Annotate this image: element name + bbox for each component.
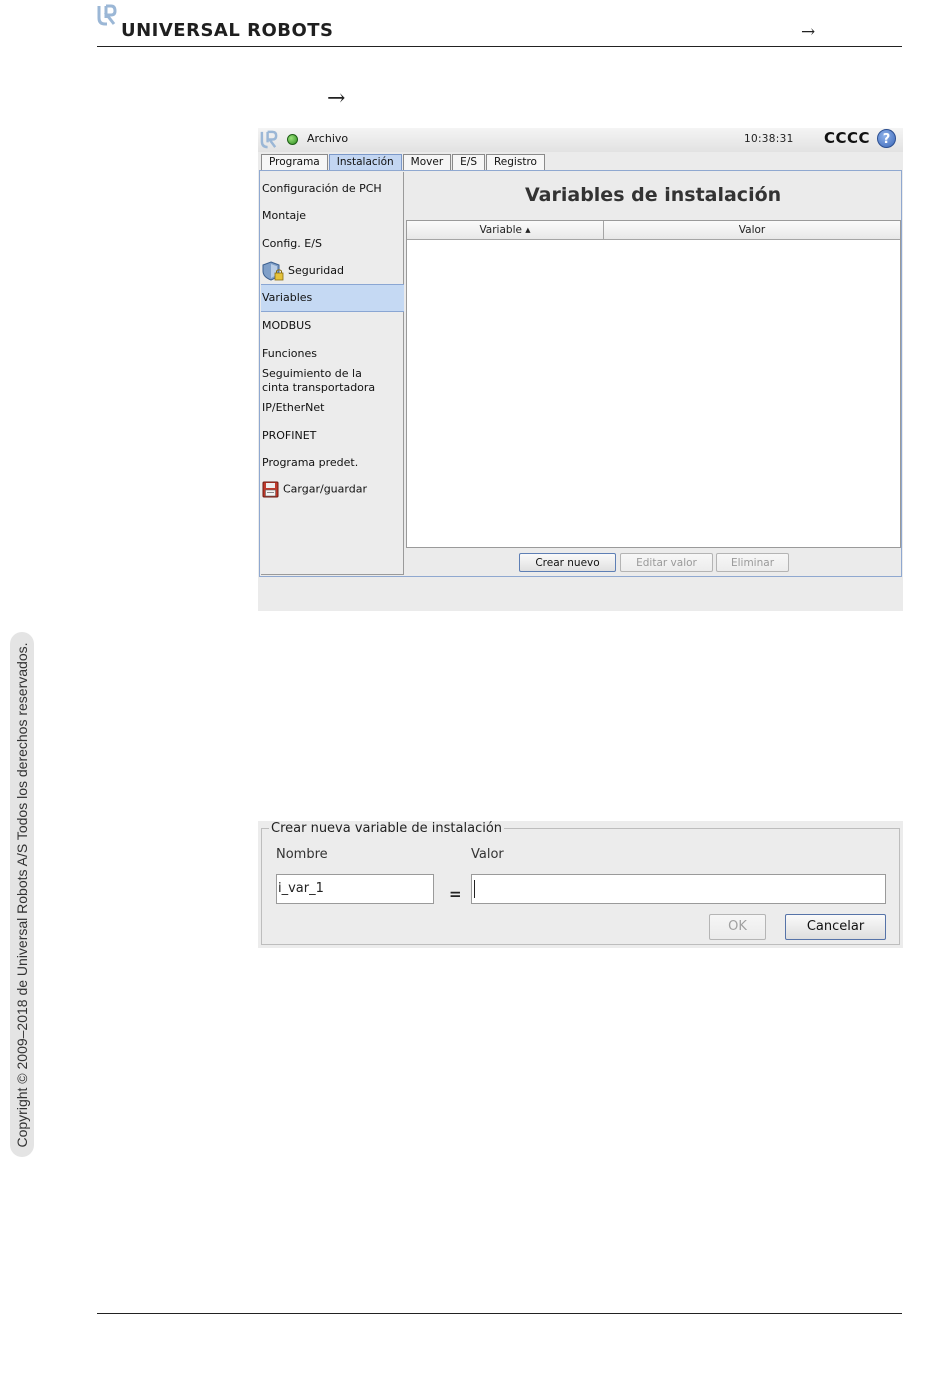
tab-instalacion[interactable]: Instalación — [329, 154, 402, 170]
sidebar-item-profinet[interactable]: PROFINET — [262, 429, 317, 442]
installation-sidebar — [261, 172, 404, 575]
sidebar-item-modbus[interactable]: MODBUS — [262, 319, 312, 332]
sidebar-item-label: Seguridad — [288, 264, 344, 277]
robot-name: CCCC — [824, 129, 871, 147]
tab-registro[interactable]: Registro — [486, 154, 545, 170]
universal-robots-logo-icon — [97, 4, 117, 26]
help-icon[interactable]: ? — [877, 129, 896, 148]
installation-frame — [259, 170, 902, 577]
polyscope-window — [258, 128, 903, 611]
create-variable-dialog — [258, 821, 903, 948]
cancel-button[interactable]: Cancelar — [785, 914, 886, 940]
tab-es[interactable]: E/S — [452, 154, 485, 170]
sidebar-item-montaje[interactable]: Montaje — [262, 209, 307, 222]
column-header-valor[interactable]: Valor — [738, 224, 766, 236]
tab-mover[interactable]: Mover — [403, 154, 451, 170]
sidebar-item-variables[interactable]: Variables — [261, 284, 404, 312]
ok-button[interactable]: OK — [709, 914, 766, 940]
brand-name: UNIVERSAL ROBOTS — [121, 20, 334, 41]
sidebar-item-default-program[interactable]: Programa predet. — [262, 456, 359, 469]
title-bar — [258, 128, 903, 152]
robot-status-icon — [287, 134, 298, 145]
value-label: Valor — [471, 847, 504, 862]
create-new-button[interactable]: Crear nuevo — [519, 553, 616, 572]
name-label: Nombre — [276, 847, 328, 862]
column-header-variable[interactable]: Variable ▴ — [479, 224, 531, 236]
copyright-tab — [10, 632, 34, 1157]
footer-strip — [258, 578, 903, 611]
sidebar-item-config-es[interactable]: Config. E/S — [262, 237, 322, 250]
main-tabs — [261, 154, 546, 171]
ur-logo-icon[interactable] — [260, 130, 279, 149]
edit-value-button[interactable]: Editar valor — [620, 553, 713, 572]
header-rule — [97, 46, 902, 47]
table-header — [407, 221, 900, 240]
dialog-title: Crear nueva variable de instalación — [271, 821, 503, 836]
variables-table — [406, 220, 901, 548]
text-caret — [474, 880, 475, 898]
clock: 10:38:31 — [744, 133, 794, 145]
sidebar-item-pch[interactable]: Configuración de PCH — [262, 182, 382, 195]
tab-programa[interactable]: Programa — [261, 154, 328, 170]
name-field[interactable]: i_var_1 — [276, 874, 434, 904]
sidebar-item-ip-ethernet[interactable]: IP/EtherNet — [262, 401, 325, 414]
copyright-text: Copyright © 2009–2018 de Universal Robots A/S Todos los derechos reservados. — [14, 641, 30, 1148]
sidebar-item-conveyor-tracking[interactable]: Seguimiento de la cinta transportadora — [262, 367, 376, 394]
header-arrow: → — [801, 22, 816, 42]
value-field[interactable] — [471, 874, 886, 904]
delete-button[interactable]: Eliminar — [716, 553, 789, 572]
path-arrow: → — [327, 86, 346, 111]
shield-lock-icon — [262, 261, 284, 281]
sidebar-item-seguridad[interactable] — [261, 261, 404, 281]
footer-rule — [97, 1313, 902, 1314]
file-menu[interactable]: Archivo — [307, 132, 349, 145]
dialog-fieldset — [261, 821, 900, 945]
page-title: Variables de instalación — [525, 184, 782, 206]
sidebar-item-load-save[interactable] — [261, 481, 404, 498]
equals-sign: = — [449, 885, 462, 903]
floppy-disk-icon — [262, 481, 279, 498]
sidebar-item-funciones[interactable]: Funciones — [262, 347, 317, 360]
sidebar-item-label: Cargar/guardar — [283, 482, 367, 496]
